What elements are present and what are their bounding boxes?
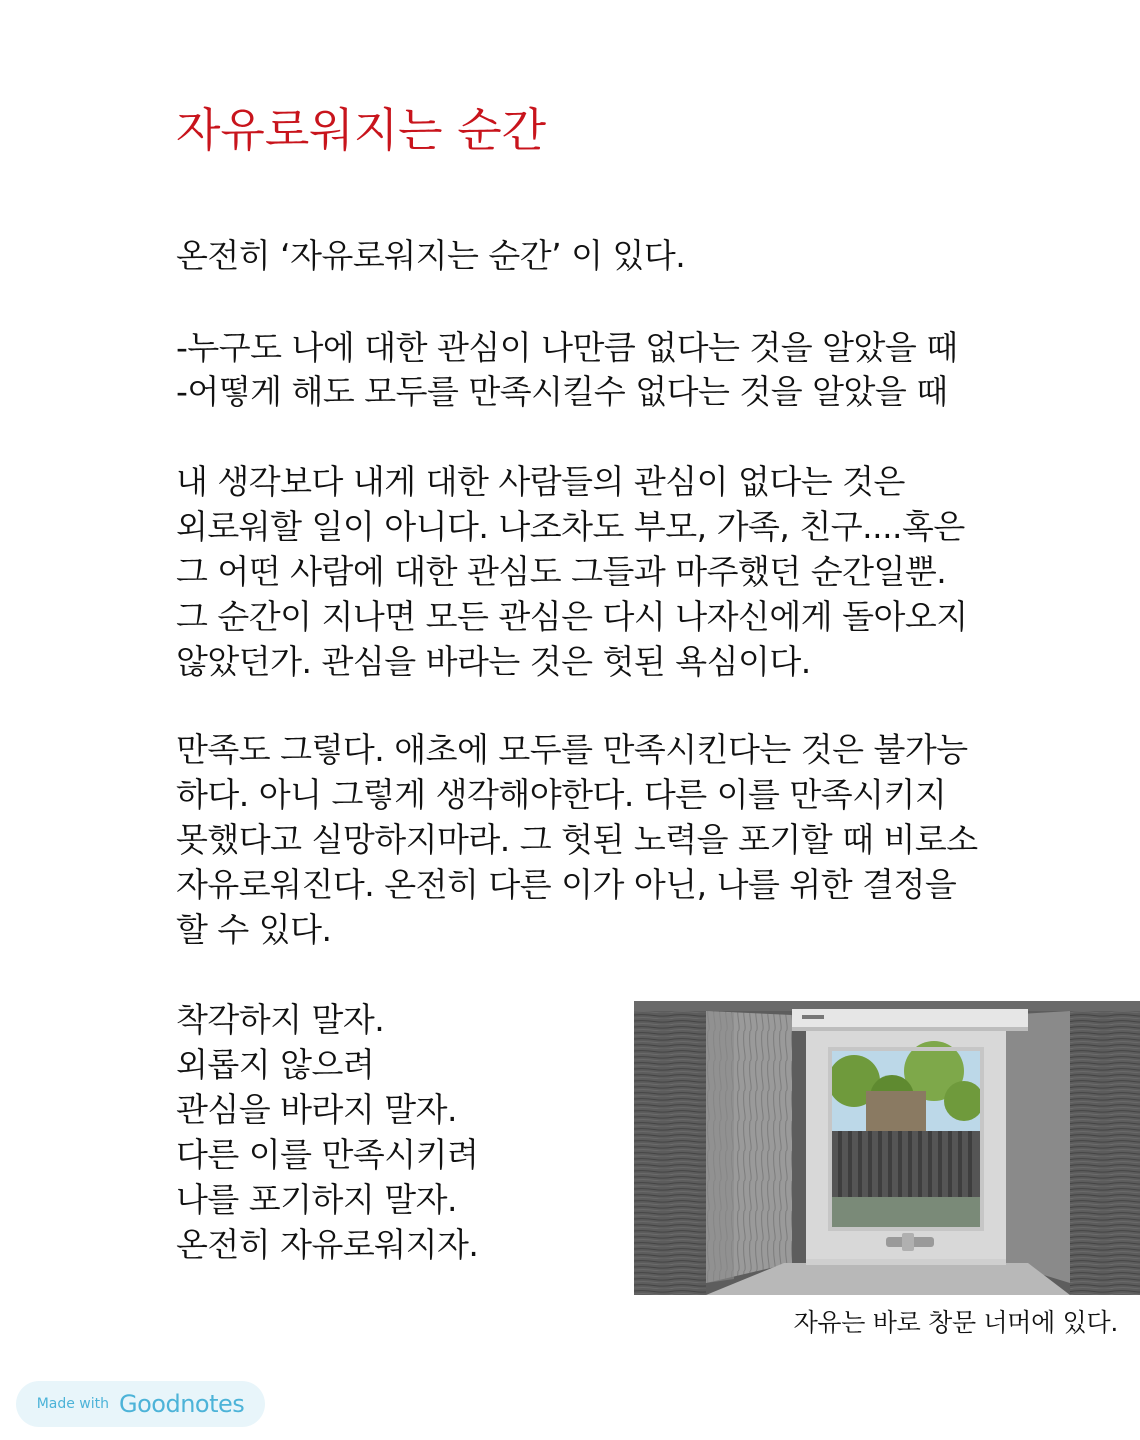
page-title: 자유로워지는 순간 [176, 103, 547, 157]
body-line: 만족도 그렇다. 애초에 모두를 만족시킨다는 것은 불가능 [176, 730, 968, 769]
poem-line: 관심을 바라지 말자. [176, 1090, 457, 1129]
made-with-goodnotes-badge[interactable] [16, 1381, 265, 1427]
body-line: 않았던가. 관심을 바라는 것은 헛된 욕심이다. [176, 642, 811, 681]
poem-line: 온전히 자유로워지자. [176, 1225, 479, 1264]
body-line: -어떻게 해도 모두를 만족시킬수 없다는 것을 알았을 때 [176, 372, 948, 411]
photo-caption: 자유는 바로 창문 너머에 있다. [793, 1308, 1118, 1337]
body-line: 내 생각보다 내게 대한 사람들의 관심이 없다는 것은 [176, 462, 905, 501]
body-line: 그 순간이 지나면 모든 관심은 다시 나자신에게 돌아오지 [176, 597, 968, 636]
poem-line: 다른 이를 만족시키려 [176, 1135, 479, 1174]
body-line: 온전히 ‘자유로워지는 순간’ 이 있다. [176, 236, 686, 275]
body-line: 하다. 아니 그렇게 생각해야한다. 다른 이를 만족시키지 [176, 775, 947, 814]
body-line: 자유로워진다. 온전히 다른 이가 아닌, 나를 위한 결정을 [176, 865, 957, 904]
body-line: 외로워할 일이 아니다. 나조차도 부모, 가족, 친구....혹은 [176, 507, 965, 546]
body-line: -누구도 나에 대한 관심이 나만큼 없다는 것을 알았을 때 [176, 328, 958, 367]
window-photo [634, 1001, 1140, 1295]
body-line: 그 어떤 사람에 대한 관심도 그들과 마주했던 순간일뿐. [176, 552, 947, 591]
body-line: 못했다고 실망하지마라. 그 헛된 노력을 포기할 때 비로소 [176, 820, 978, 859]
poem-line: 나를 포기하지 말자. [176, 1180, 457, 1219]
body-line: 할 수 있다. [176, 910, 332, 949]
poem-line: 착각하지 말자. [176, 1000, 385, 1039]
badge-made-with-text: Made with [36, 1396, 110, 1412]
poem-line: 외롭지 않으려 [176, 1045, 375, 1084]
goodnotes-logo-text: Goodnotes [119, 1390, 245, 1418]
